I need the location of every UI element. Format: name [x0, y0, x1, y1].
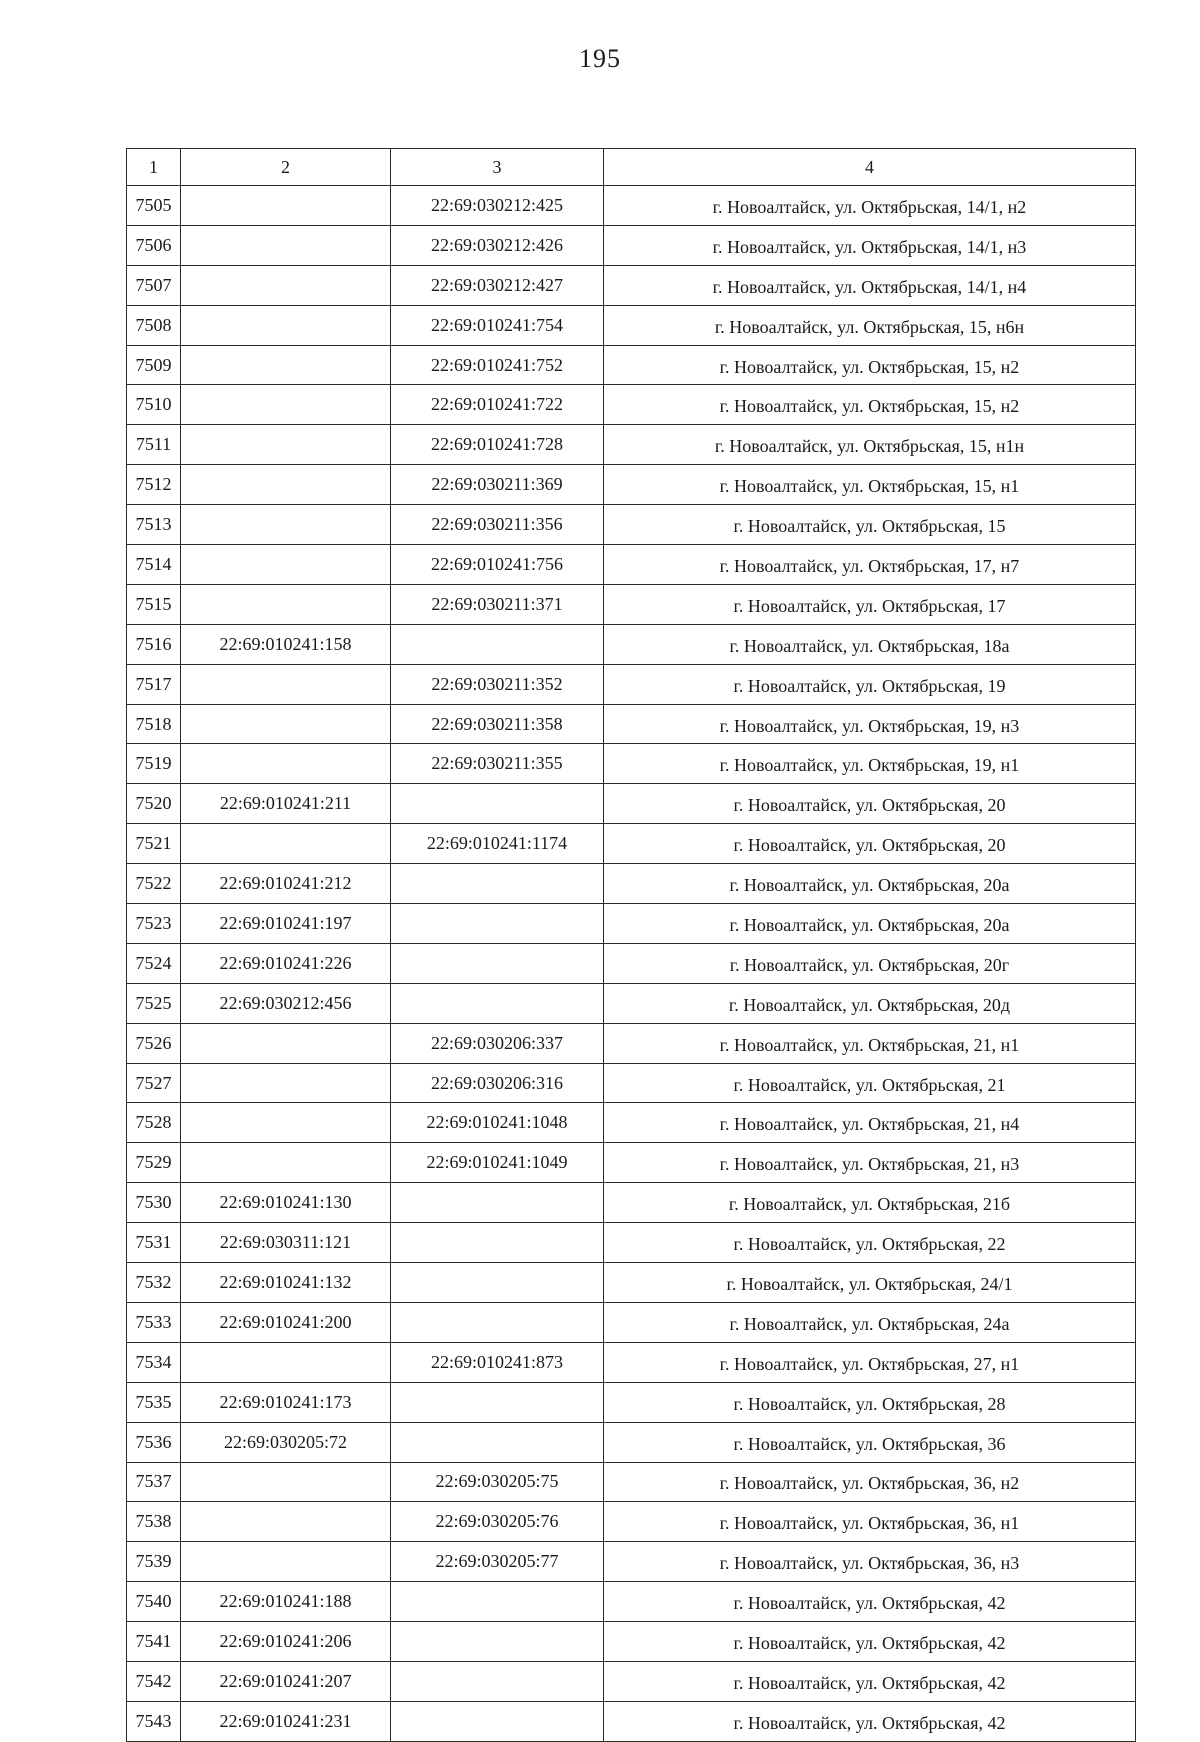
row-number-cell: 7534	[127, 1342, 181, 1382]
cadastral-number-alt-cell	[391, 784, 604, 824]
address-cell: г. Новоалтайск, ул. Октябрьская, 42	[604, 1701, 1136, 1741]
address-cell: г. Новоалтайск, ул. Октябрьская, 19, н1	[604, 744, 1136, 784]
cadastral-number-cell: 22:69:010241:211	[181, 784, 391, 824]
row-number-cell: 7517	[127, 664, 181, 704]
cadastral-number-alt-cell: 22:69:030211:352	[391, 664, 604, 704]
row-number-cell: 7511	[127, 425, 181, 465]
row-number-cell: 7522	[127, 864, 181, 904]
row-number-cell: 7518	[127, 704, 181, 744]
address-cell: г. Новоалтайск, ул. Октябрьская, 14/1, н4	[604, 265, 1136, 305]
row-number-cell: 7525	[127, 983, 181, 1023]
cadastral-number-alt-cell: 22:69:030206:337	[391, 1023, 604, 1063]
cadastral-number-cell: 22:69:010241:173	[181, 1382, 391, 1422]
row-number-cell: 7527	[127, 1063, 181, 1103]
cadastral-number-alt-cell	[391, 1302, 604, 1342]
cadastral-number-alt-cell: 22:69:010241:1049	[391, 1143, 604, 1183]
address-cell: г. Новоалтайск, ул. Октябрьская, 28	[604, 1382, 1136, 1422]
cadastral-number-cell: 22:69:010241:226	[181, 943, 391, 983]
header-cell-3: 3	[391, 149, 604, 186]
cadastral-number-cell: 22:69:010241:158	[181, 624, 391, 664]
table-row	[127, 1342, 1136, 1382]
table-row	[127, 1103, 1136, 1143]
cadastral-number-cell	[181, 225, 391, 265]
table-row	[127, 1382, 1136, 1422]
table-row	[127, 1701, 1136, 1741]
cadastral-number-cell	[181, 385, 391, 425]
row-number-cell: 7510	[127, 385, 181, 425]
address-cell: г. Новоалтайск, ул. Октябрьская, 36, н1	[604, 1502, 1136, 1542]
cadastral-number-alt-cell	[391, 1183, 604, 1223]
row-number-cell: 7523	[127, 904, 181, 944]
cadastral-number-cell: 22:69:010241:132	[181, 1263, 391, 1303]
table-row	[127, 1063, 1136, 1103]
table-row	[127, 345, 1136, 385]
cadastral-number-cell	[181, 265, 391, 305]
table-row	[127, 305, 1136, 345]
row-number-cell: 7543	[127, 1701, 181, 1741]
cadastral-number-alt-cell: 22:69:030212:425	[391, 186, 604, 226]
cadastral-number-cell: 22:69:010241:206	[181, 1622, 391, 1662]
address-cell: г. Новоалтайск, ул. Октябрьская, 21	[604, 1063, 1136, 1103]
cadastral-number-alt-cell	[391, 1223, 604, 1263]
row-number-cell: 7519	[127, 744, 181, 784]
row-number-cell: 7528	[127, 1103, 181, 1143]
table-row	[127, 624, 1136, 664]
address-cell: г. Новоалтайск, ул. Октябрьская, 42	[604, 1582, 1136, 1622]
address-cell: г. Новоалтайск, ул. Октябрьская, 21, н4	[604, 1103, 1136, 1143]
address-cell: г. Новоалтайск, ул. Октябрьская, 21б	[604, 1183, 1136, 1223]
cadastral-number-cell	[181, 425, 391, 465]
cadastral-number-cell: 22:69:010241:188	[181, 1582, 391, 1622]
address-cell: г. Новоалтайск, ул. Октябрьская, 24а	[604, 1302, 1136, 1342]
cadastral-number-alt-cell	[391, 904, 604, 944]
cadastral-number-alt-cell: 22:69:010241:722	[391, 385, 604, 425]
table-row	[127, 1462, 1136, 1502]
cadastral-number-cell	[181, 1143, 391, 1183]
row-number-cell: 7540	[127, 1582, 181, 1622]
address-cell: г. Новоалтайск, ул. Октябрьская, 19, н3	[604, 704, 1136, 744]
row-number-cell: 7515	[127, 584, 181, 624]
row-number-cell: 7513	[127, 505, 181, 545]
table-row	[127, 1542, 1136, 1582]
table-row	[127, 1183, 1136, 1223]
cadastral-number-cell	[181, 465, 391, 505]
address-cell: г. Новоалтайск, ул. Октябрьская, 15, н6н	[604, 305, 1136, 345]
address-cell: г. Новоалтайск, ул. Октябрьская, 27, н1	[604, 1342, 1136, 1382]
address-cell: г. Новоалтайск, ул. Октябрьская, 20а	[604, 904, 1136, 944]
table-row	[127, 584, 1136, 624]
cadastral-number-cell	[181, 1502, 391, 1542]
cadastral-number-alt-cell: 22:69:030212:426	[391, 225, 604, 265]
cadastral-number-cell	[181, 545, 391, 585]
cadastral-number-cell	[181, 345, 391, 385]
table-row	[127, 664, 1136, 704]
address-cell: г. Новоалтайск, ул. Октябрьская, 22	[604, 1223, 1136, 1263]
row-number-cell: 7506	[127, 225, 181, 265]
row-number-cell: 7509	[127, 345, 181, 385]
cadastral-number-cell	[181, 1342, 391, 1382]
address-cell: г. Новоалтайск, ул. Октябрьская, 15, н2	[604, 345, 1136, 385]
row-number-cell: 7531	[127, 1223, 181, 1263]
cadastral-number-alt-cell: 22:69:010241:752	[391, 345, 604, 385]
table-row	[127, 225, 1136, 265]
address-cell: г. Новоалтайск, ул. Октябрьская, 15	[604, 505, 1136, 545]
table-row	[127, 1143, 1136, 1183]
cadastral-number-cell	[181, 744, 391, 784]
address-cell: г. Новоалтайск, ул. Октябрьская, 20	[604, 824, 1136, 864]
cadastral-number-alt-cell: 22:69:030212:427	[391, 265, 604, 305]
table-row	[127, 1502, 1136, 1542]
table-row	[127, 425, 1136, 465]
table-row	[127, 1223, 1136, 1263]
cadastral-number-alt-cell: 22:69:030211:355	[391, 744, 604, 784]
row-number-cell: 7533	[127, 1302, 181, 1342]
table-row	[127, 824, 1136, 864]
address-cell: г. Новоалтайск, ул. Октябрьская, 15, н2	[604, 385, 1136, 425]
table-row	[127, 864, 1136, 904]
table-row	[127, 784, 1136, 824]
cadastral-number-cell: 22:69:010241:231	[181, 1701, 391, 1741]
table-row	[127, 904, 1136, 944]
address-cell: г. Новоалтайск, ул. Октябрьская, 20д	[604, 983, 1136, 1023]
cadastral-number-alt-cell: 22:69:010241:754	[391, 305, 604, 345]
address-cell: г. Новоалтайск, ул. Октябрьская, 17	[604, 584, 1136, 624]
address-cell: г. Новоалтайск, ул. Октябрьская, 36, н2	[604, 1462, 1136, 1502]
cadastral-number-alt-cell	[391, 1422, 604, 1462]
cadastral-number-cell	[181, 1462, 391, 1502]
cadastral-number-alt-cell: 22:69:010241:1174	[391, 824, 604, 864]
address-cell: г. Новоалтайск, ул. Октябрьская, 14/1, н2	[604, 186, 1136, 226]
cadastral-number-alt-cell	[391, 1701, 604, 1741]
row-number-cell: 7537	[127, 1462, 181, 1502]
table-row	[127, 983, 1136, 1023]
address-cell: г. Новоалтайск, ул. Октябрьская, 42	[604, 1661, 1136, 1701]
cadastral-number-alt-cell: 22:69:030205:76	[391, 1502, 604, 1542]
table-row	[127, 1263, 1136, 1303]
address-cell: г. Новоалтайск, ул. Октябрьская, 17, н7	[604, 545, 1136, 585]
cadastral-number-cell: 22:69:010241:207	[181, 1661, 391, 1701]
cadastral-number-alt-cell	[391, 624, 604, 664]
header-row	[127, 149, 1136, 186]
cadastral-number-alt-cell	[391, 1661, 604, 1701]
address-cell: г. Новоалтайск, ул. Октябрьская, 20	[604, 784, 1136, 824]
row-number-cell: 7508	[127, 305, 181, 345]
cadastral-number-cell	[181, 305, 391, 345]
cadastral-number-alt-cell: 22:69:030211:356	[391, 505, 604, 545]
cadastral-number-alt-cell	[391, 1382, 604, 1422]
header-cell-1: 1	[127, 149, 181, 186]
table-row	[127, 1302, 1136, 1342]
registry-table	[126, 148, 1136, 1742]
cadastral-number-cell	[181, 505, 391, 545]
cadastral-number-cell	[181, 1103, 391, 1143]
table-row	[127, 943, 1136, 983]
address-cell: г. Новоалтайск, ул. Октябрьская, 19	[604, 664, 1136, 704]
row-number-cell: 7514	[127, 545, 181, 585]
cadastral-number-cell	[181, 186, 391, 226]
table-row	[127, 1023, 1136, 1063]
cadastral-number-cell	[181, 824, 391, 864]
row-number-cell: 7532	[127, 1263, 181, 1303]
table-row	[127, 265, 1136, 305]
cadastral-number-alt-cell: 22:69:030211:371	[391, 584, 604, 624]
row-number-cell: 7538	[127, 1502, 181, 1542]
table-row	[127, 1582, 1136, 1622]
row-number-cell: 7505	[127, 186, 181, 226]
cadastral-number-alt-cell: 22:69:010241:873	[391, 1342, 604, 1382]
address-cell: г. Новоалтайск, ул. Октябрьская, 18а	[604, 624, 1136, 664]
table-row	[127, 1661, 1136, 1701]
address-cell: г. Новоалтайск, ул. Октябрьская, 36, н3	[604, 1542, 1136, 1582]
cadastral-number-alt-cell	[391, 1263, 604, 1303]
row-number-cell: 7539	[127, 1542, 181, 1582]
header-cell-4: 4	[604, 149, 1136, 186]
cadastral-number-cell	[181, 584, 391, 624]
row-number-cell: 7520	[127, 784, 181, 824]
address-cell: г. Новоалтайск, ул. Октябрьская, 15, н1	[604, 465, 1136, 505]
row-number-cell: 7535	[127, 1382, 181, 1422]
cadastral-number-alt-cell: 22:69:030206:316	[391, 1063, 604, 1103]
row-number-cell: 7529	[127, 1143, 181, 1183]
address-cell: г. Новоалтайск, ул. Октябрьская, 42	[604, 1622, 1136, 1662]
row-number-cell: 7526	[127, 1023, 181, 1063]
cadastral-number-cell	[181, 1023, 391, 1063]
cadastral-number-alt-cell: 22:69:010241:1048	[391, 1103, 604, 1143]
table-row	[127, 744, 1136, 784]
address-cell: г. Новоалтайск, ул. Октябрьская, 21, н3	[604, 1143, 1136, 1183]
table-row	[127, 545, 1136, 585]
cadastral-number-cell: 22:69:010241:130	[181, 1183, 391, 1223]
row-number-cell: 7530	[127, 1183, 181, 1223]
address-cell: г. Новоалтайск, ул. Октябрьская, 36	[604, 1422, 1136, 1462]
row-number-cell: 7536	[127, 1422, 181, 1462]
address-cell: г. Новоалтайск, ул. Октябрьская, 20г	[604, 943, 1136, 983]
row-number-cell: 7524	[127, 943, 181, 983]
cadastral-number-alt-cell: 22:69:030211:358	[391, 704, 604, 744]
cadastral-number-cell	[181, 664, 391, 704]
table-row	[127, 704, 1136, 744]
row-number-cell: 7516	[127, 624, 181, 664]
table-header	[127, 149, 1136, 186]
page-number: 195	[579, 44, 621, 73]
cadastral-number-alt-cell	[391, 943, 604, 983]
address-cell: г. Новоалтайск, ул. Октябрьская, 15, н1н	[604, 425, 1136, 465]
cadastral-number-alt-cell: 22:69:010241:756	[391, 545, 604, 585]
header-cell-2: 2	[181, 149, 391, 186]
table-row	[127, 465, 1136, 505]
cadastral-number-alt-cell: 22:69:030205:75	[391, 1462, 604, 1502]
table-row	[127, 186, 1136, 226]
cadastral-number-cell: 22:69:010241:212	[181, 864, 391, 904]
cadastral-number-cell: 22:69:030212:456	[181, 983, 391, 1023]
address-cell: г. Новоалтайск, ул. Октябрьская, 21, н1	[604, 1023, 1136, 1063]
row-number-cell: 7507	[127, 265, 181, 305]
cadastral-number-cell: 22:69:010241:200	[181, 1302, 391, 1342]
cadastral-number-cell	[181, 1542, 391, 1582]
cadastral-number-cell: 22:69:030311:121	[181, 1223, 391, 1263]
row-number-cell: 7512	[127, 465, 181, 505]
cadastral-number-alt-cell: 22:69:010241:728	[391, 425, 604, 465]
row-number-cell: 7541	[127, 1622, 181, 1662]
cadastral-number-cell	[181, 704, 391, 744]
cadastral-number-alt-cell: 22:69:030211:369	[391, 465, 604, 505]
table-row	[127, 1622, 1136, 1662]
address-cell: г. Новоалтайск, ул. Октябрьская, 20а	[604, 864, 1136, 904]
table-body	[127, 186, 1136, 1742]
cadastral-number-cell	[181, 1063, 391, 1103]
table-row	[127, 1422, 1136, 1462]
cadastral-number-alt-cell	[391, 1582, 604, 1622]
table-row	[127, 505, 1136, 545]
cadastral-number-cell: 22:69:030205:72	[181, 1422, 391, 1462]
address-cell: г. Новоалтайск, ул. Октябрьская, 24/1	[604, 1263, 1136, 1303]
cadastral-number-cell: 22:69:010241:197	[181, 904, 391, 944]
cadastral-number-alt-cell	[391, 1622, 604, 1662]
address-cell: г. Новоалтайск, ул. Октябрьская, 14/1, н3	[604, 225, 1136, 265]
cadastral-number-alt-cell: 22:69:030205:77	[391, 1542, 604, 1582]
cadastral-number-alt-cell	[391, 983, 604, 1023]
cadastral-number-alt-cell	[391, 864, 604, 904]
table-row	[127, 385, 1136, 425]
row-number-cell: 7521	[127, 824, 181, 864]
row-number-cell: 7542	[127, 1661, 181, 1701]
